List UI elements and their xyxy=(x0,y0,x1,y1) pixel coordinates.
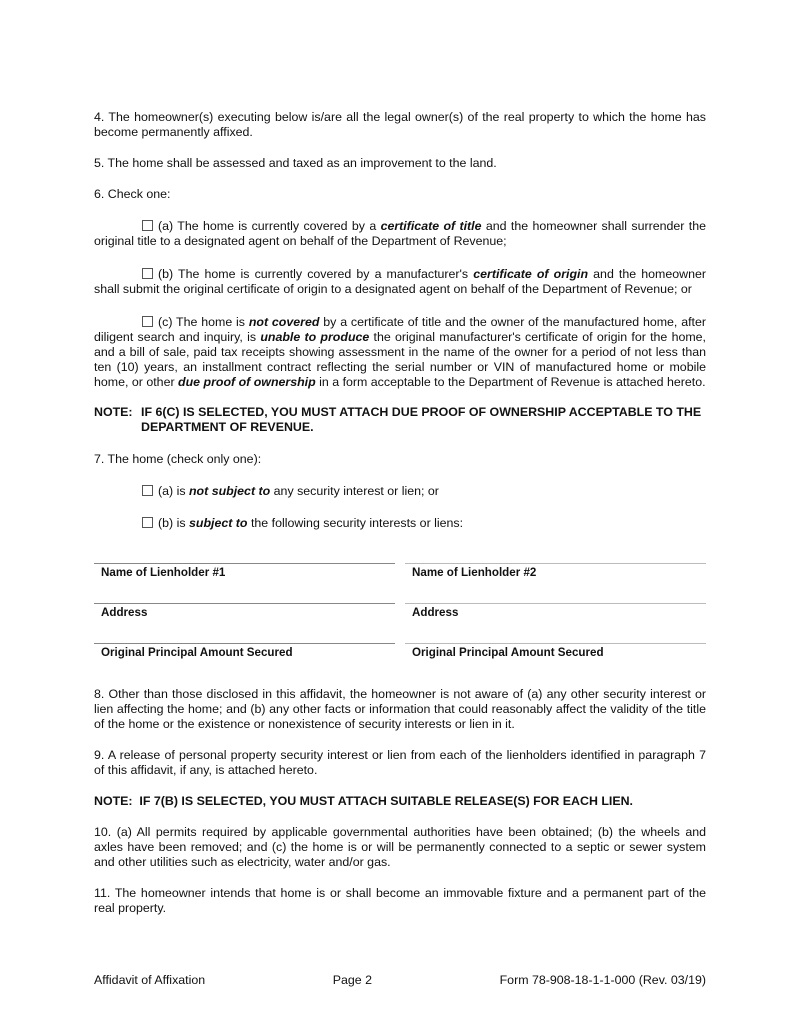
option-6a: (a) The home is currently covered by a certificate of title and the homeowner shall surrender the original title to a designated agent on behalf of the Department of Revenue; xyxy=(94,219,706,248)
paragraph-4: 4. The homeowner(s) executing below is/are all the legal owner(s) of the real property to which the home has become permanently affixed. xyxy=(94,110,706,139)
paragraph-5: 5. The home shall be assessed and taxed as an improvement to the land. xyxy=(94,156,497,170)
option-6b: (b) The home is currently covered by a manufacturer's certificate of origin and the homeowner shall submit the original certificate of origin to a designated agent on behalf of the Department of Revenue; or xyxy=(94,267,706,296)
paragraph-10: 10. (a) All permits required by applicable governmental authorities have been obtained; (b) the wheels and axles have been removed; and (c) the home is or will be permanently connected to a septic or sewer system and other utilities such as electricity, water and/or gas. xyxy=(94,825,706,869)
checkbox-6b[interactable] xyxy=(142,268,153,279)
footer-form-number: Form 78-908-18-1-1-000 (Rev. 03/19) xyxy=(499,973,706,987)
lienholder-1-address-field[interactable]: Address xyxy=(94,603,395,643)
paragraph-9: 9. A release of personal property security interest or lien from each of the lienholders identified in paragraph 7 of this affidavit, if any, is attached hereto. xyxy=(94,748,706,777)
affidavit-body xyxy=(94,110,706,916)
lienholder-2-address-field[interactable]: Address xyxy=(405,603,706,643)
note-7b: NOTE: IF 7(B) IS SELECTED, YOU MUST ATTACH SUITABLE RELEASE(S) FOR EACH LIEN. xyxy=(94,794,634,808)
footer-page-number: Page 2 xyxy=(332,973,373,987)
checkbox-6a[interactable] xyxy=(142,220,153,231)
paragraph-7: 7. The home (check only one): xyxy=(94,452,262,466)
paragraph-6: 6. Check one: xyxy=(94,187,171,201)
lienholder-1-name-field[interactable]: Name of Lienholder #1 xyxy=(94,563,395,603)
lienholder-fields xyxy=(94,563,706,683)
lienholder-1-amount-field[interactable]: Original Principal Amount Secured xyxy=(94,643,395,683)
checkbox-7b[interactable] xyxy=(142,517,153,528)
lienholder-2-name-field[interactable]: Name of Lienholder #2 xyxy=(405,563,706,603)
note-6c: NOTE: IF 6(C) IS SELECTED, YOU MUST ATTACH DUE PROOF OF OWNERSHIP ACCEPTABLE TO THE DEPARTMENT OF REVENUE. xyxy=(94,405,702,434)
option-7a: (a) is not subject to any security interest or lien; or xyxy=(94,484,706,499)
paragraph-8: 8. Other than those disclosed in this affidavit, the homeowner is not aware of (a) any other security interest or lien affecting the home; and (b) any other facts or information that could reasonably affect the validity of the title of the home or the existence or nonexistence of security interests or lien in it. xyxy=(94,687,706,731)
checkbox-6c[interactable] xyxy=(142,316,153,327)
page-footer xyxy=(94,973,706,988)
footer-title: Affidavit of Affixation xyxy=(94,973,206,987)
paragraph-11: 11. The homeowner intends that home is or shall become an immovable fixture and a permanent part of the real property. xyxy=(94,886,706,915)
option-6c: (c) The home is not covered by a certificate of title and the owner of the manufactured home, after diligent search and inquiry, is unable to produce the original manufacturer's certificate of origin for the home, and a bill of sale, paid tax receipts showing assessment in the name of the owner for a period of not less than ten (10) years, an installment contract reflecting the serial number or VIN of manufactured home or mobile home, or other due proof of ownership in a form acceptable to the Department of Revenue is attached hereto. xyxy=(94,315,707,389)
lienholder-2-amount-field[interactable]: Original Principal Amount Secured xyxy=(405,643,706,683)
checkbox-7a[interactable] xyxy=(142,485,153,496)
option-7b: (b) is subject to the following security interests or liens: xyxy=(94,516,706,531)
